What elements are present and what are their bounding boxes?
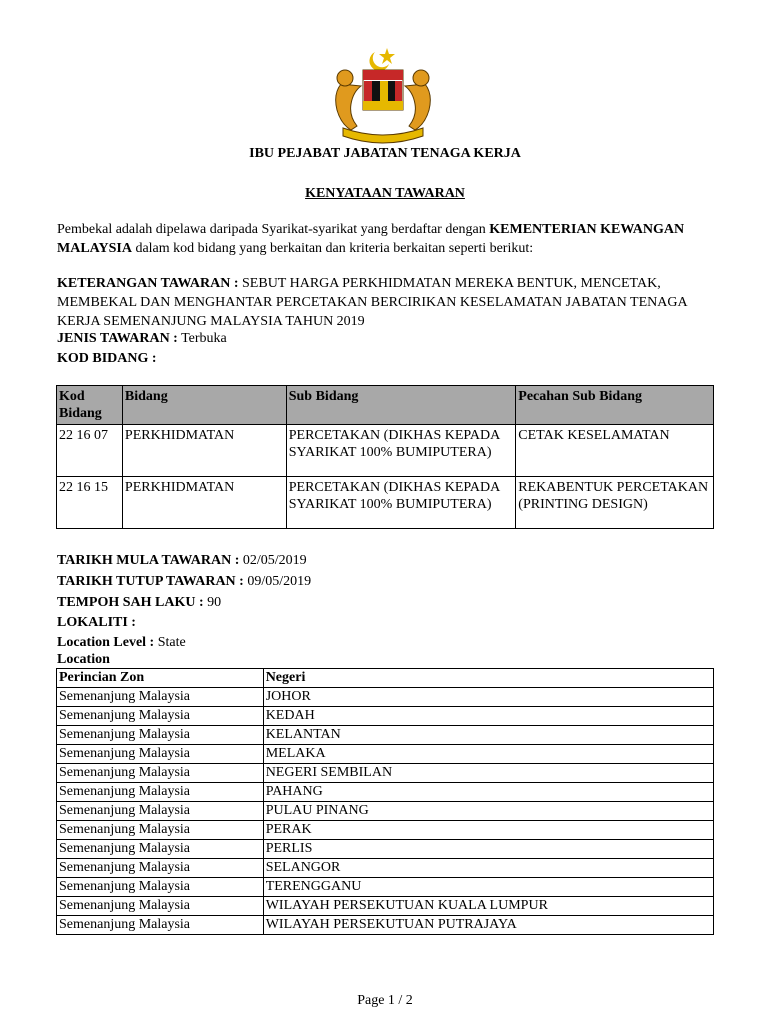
- cell-negeri: KEDAH: [263, 707, 713, 726]
- table-row: [57, 783, 714, 802]
- col-header-negeri: Negeri: [263, 669, 713, 688]
- lokaliti-label: [57, 613, 136, 632]
- cell-pecahan: REKABENTUK PERCETAKAN (PRINTING DESIGN): [516, 477, 714, 529]
- cell-negeri: WILAYAH PERSEKUTUAN KUALA LUMPUR: [263, 897, 713, 916]
- cell-negeri: PULAU PINANG: [263, 802, 713, 821]
- keterangan-label: KETERANGAN TAWARAN :: [57, 276, 239, 291]
- page-subtitle: KENYATAAN TAWARAN: [305, 186, 465, 201]
- cell-negeri: KELANTAN: [263, 726, 713, 745]
- lokaliti-label-text: LOKALITI :: [57, 615, 136, 630]
- location-table: [56, 668, 714, 935]
- cell-zon: Semenanjung Malaysia: [57, 783, 264, 802]
- cell-negeri: PERAK: [263, 821, 713, 840]
- coat-of-arms-logo: [323, 44, 443, 144]
- intro-text-post: dalam kod bidang yang berkaitan dan kriteria berkaitan seperti berikut:: [131, 241, 534, 256]
- col-header-pecahan-sub-bidang: Pecahan Sub Bidang: [516, 386, 714, 425]
- cell-sub-bidang: PERCETAKAN (DIKHAS KEPADA SYARIKAT 100% BUMIPUTERA): [286, 477, 516, 529]
- cell-zon: Semenanjung Malaysia: [57, 859, 264, 878]
- cell-negeri: WILAYAH PERSEKUTUAN PUTRAJAYA: [263, 916, 713, 935]
- cell-zon: Semenanjung Malaysia: [57, 916, 264, 935]
- table-row: [57, 916, 714, 935]
- location-table-header: [57, 669, 714, 688]
- cell-negeri: MELAKA: [263, 745, 713, 764]
- table-row: [57, 745, 714, 764]
- tarikh-mula-label: TARIKH MULA TAWARAN :: [57, 553, 240, 568]
- page-title: IBU PEJABAT JABATAN TENAGA KERJA: [249, 146, 521, 161]
- tarikh-tutup-label: TARIKH TUTUP TAWARAN :: [57, 574, 244, 589]
- cell-zon: Semenanjung Malaysia: [57, 726, 264, 745]
- cell-zon: Semenanjung Malaysia: [57, 840, 264, 859]
- cell-zon: Semenanjung Malaysia: [57, 802, 264, 821]
- cell-zon: Semenanjung Malaysia: [57, 745, 264, 764]
- kod-bidang-label-text: KOD BIDANG :: [57, 351, 157, 366]
- col-header-kod-bidang: Kod Bidang: [57, 386, 123, 425]
- cell-zon: Semenanjung Malaysia: [57, 707, 264, 726]
- intro-paragraph: [57, 220, 717, 258]
- cell-zon: Semenanjung Malaysia: [57, 897, 264, 916]
- cell-negeri: TERENGGANU: [263, 878, 713, 897]
- cell-negeri: PAHANG: [263, 783, 713, 802]
- table-row: [57, 859, 714, 878]
- cell-negeri: JOHOR: [263, 688, 713, 707]
- kod-bidang-label: [57, 349, 157, 368]
- cell-pecahan: CETAK KESELAMATAN: [516, 425, 714, 477]
- jenis-tawaran: [57, 329, 227, 348]
- cell-zon: Semenanjung Malaysia: [57, 821, 264, 840]
- location-label: [57, 650, 110, 669]
- cell-negeri: SELANGOR: [263, 859, 713, 878]
- cell-sub-bidang: PERCETAKAN (DIKHAS KEPADA SYARIKAT 100% BUMIPUTERA): [286, 425, 516, 477]
- cell-negeri: NEGERI SEMBILAN: [263, 764, 713, 783]
- table-row: [57, 688, 714, 707]
- jenis-value: Terbuka: [177, 331, 227, 346]
- table-row: [57, 878, 714, 897]
- tarikh-tutup: [57, 572, 311, 591]
- col-header-bidang: Bidang: [122, 386, 286, 425]
- table-row: [57, 840, 714, 859]
- bidang-table: [56, 385, 714, 529]
- col-header-perincian-zon: Perincian Zon: [57, 669, 264, 688]
- cell-kod: 22 16 15: [57, 477, 123, 529]
- col-header-sub-bidang: Sub Bidang: [286, 386, 516, 425]
- location-label-text: Location: [57, 652, 110, 667]
- table-row: [57, 821, 714, 840]
- tarikh-mula: [57, 551, 307, 570]
- cell-bidang: PERKHIDMATAN: [122, 477, 286, 529]
- table-row: [57, 764, 714, 783]
- tempoh-sah-laku: [57, 593, 221, 612]
- intro-text-pre: Pembekal adalah dipelawa daripada Syarikat-syarikat yang berdaftar dengan: [57, 222, 490, 237]
- table-row: [57, 477, 714, 529]
- location-level-label: Location Level :: [57, 635, 155, 650]
- cell-zon: Semenanjung Malaysia: [57, 878, 264, 897]
- tempoh-value: 90: [203, 595, 222, 610]
- location-level-value: State: [154, 635, 186, 650]
- tempoh-label: TEMPOH SAH LAKU :: [57, 595, 204, 610]
- table-row: [57, 897, 714, 916]
- cell-bidang: PERKHIDMATAN: [122, 425, 286, 477]
- cell-kod: 22 16 07: [57, 425, 123, 477]
- cell-zon: Semenanjung Malaysia: [57, 764, 264, 783]
- intro-text-bold: KEMENTERIAN KEWANGAN MALAYSIA: [57, 222, 685, 256]
- bidang-table-header: [57, 386, 714, 425]
- keterangan-value: SEBUT HARGA PERKHIDMATAN MEREKA BENTUK, MENCETAK, MEMBEKAL DAN MENGHANTAR PERCETAKAN BERCIRIKAN KESELAMATAN JABATAN TENAGA KERJA SEMENANJUNG MALAYSIA TAHUN 2019: [57, 276, 687, 329]
- tarikh-tutup-value: 09/05/2019: [243, 574, 312, 589]
- page-number: Page 1 / 2: [357, 993, 413, 1008]
- table-row: [57, 726, 714, 745]
- table-row: [57, 802, 714, 821]
- tarikh-mula-value: 02/05/2019: [239, 553, 307, 568]
- jenis-label: JENIS TAWARAN :: [57, 331, 178, 346]
- table-row: [57, 425, 714, 477]
- table-row: [57, 707, 714, 726]
- cell-negeri: PERLIS: [263, 840, 713, 859]
- cell-zon: Semenanjung Malaysia: [57, 688, 264, 707]
- keterangan-tawaran: [57, 274, 717, 331]
